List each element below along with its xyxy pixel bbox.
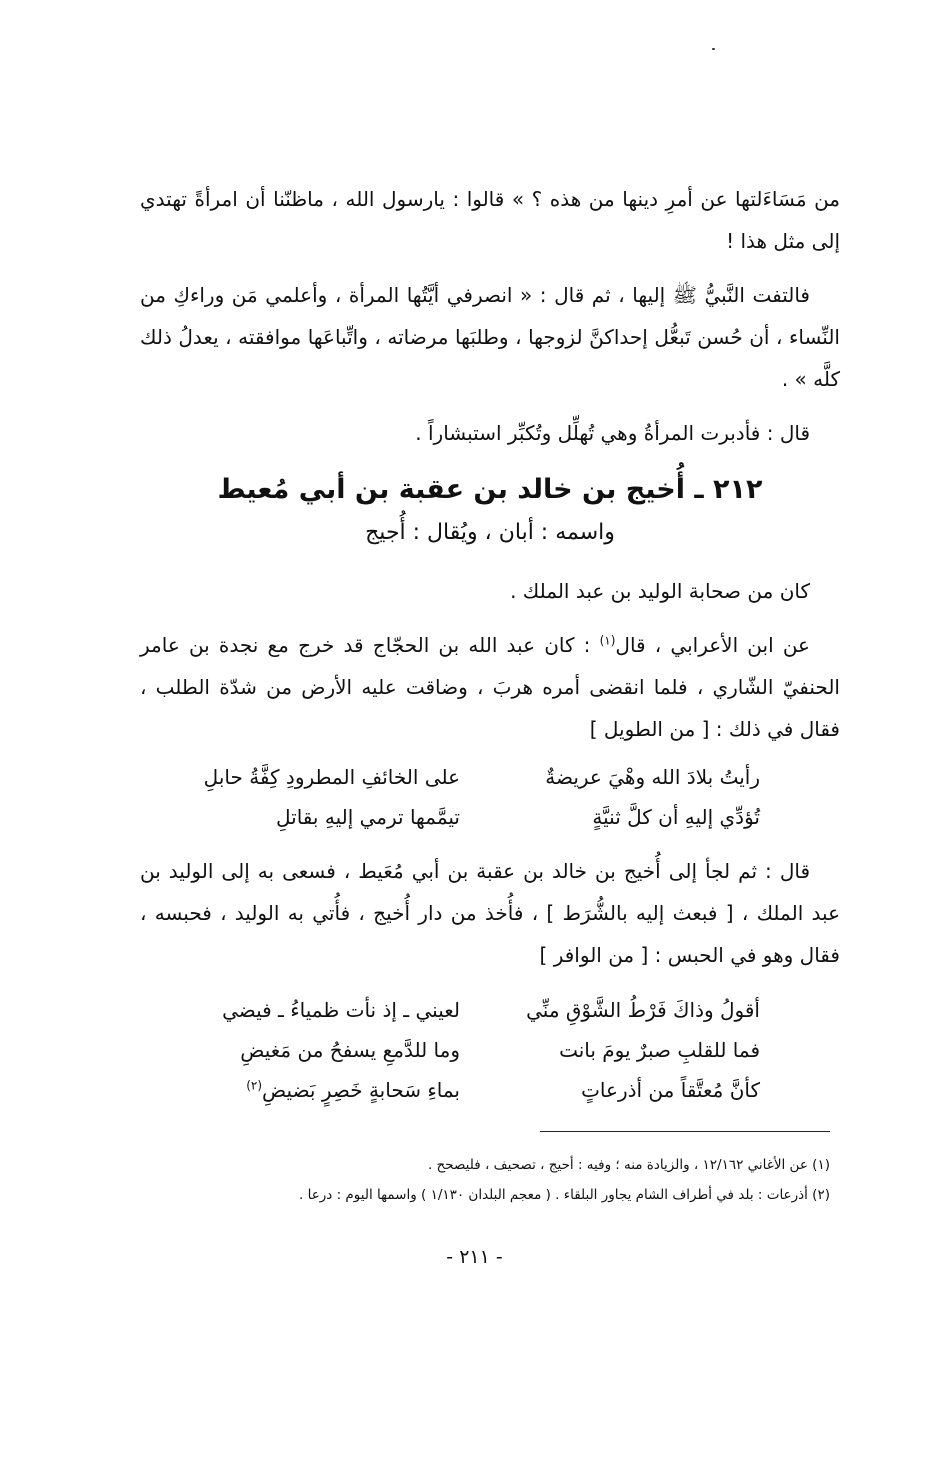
verse-line: [120, 757, 840, 797]
paragraph-5-start: عن ابن الأعرابي ، قال: [615, 633, 810, 657]
footnote-ref-1: (١): [599, 633, 616, 648]
footnote-separator: [540, 1131, 830, 1132]
scan-speck: [712, 48, 715, 50]
verse-first-half: تُؤدِّي إليهِ أن كلَّ ثنيَّةٍ: [592, 805, 760, 829]
verse-line: [120, 1070, 840, 1110]
verse-first-half: كأنَّ مُعتَّقاً من أذرعاتٍ: [581, 1078, 760, 1102]
poem-1: [120, 757, 840, 837]
footnote-1: (١) عن الأغاني ١٢/١٦٢ ، والزيادة منه ؛ وفيه : أحيج ، تصحيف ، فليصحح .: [427, 1157, 830, 1173]
poem-2: [120, 990, 840, 1110]
section-heading: ٢١٢ ـ أُخيج بن خالد بن عقبة بن أبي مُعيط: [217, 474, 763, 505]
verse-second-half: وما للدَّمعِ يسفحُ من مَغيضِ: [240, 1038, 460, 1062]
paragraph-3: قال : فأدبرت المرأةُ وهي تُهلِّل وتُكبِّر استبشاراً .: [415, 421, 810, 445]
verse-second-half: [200, 1070, 460, 1110]
paragraph-5-rest: : كان عبد الله بن الحجّاج قد خرج مع نجدة بن عامر الحنفيّ الشّاري ، فلما انقضى أمره هربَ ، وضاقت عليه الأرض من شدّة الطلب ، فقال في ذلك : [ من الطويل ]: [140, 633, 840, 741]
verse-first-half: فما للقلبِ صبرٌ يومَ بانت: [559, 1038, 760, 1062]
verse-second-half-text: بماءِ سَحابةٍ خَصِرٍ بَضيضِ: [262, 1078, 460, 1102]
verse-line: [120, 1030, 840, 1070]
after-poem-text-block: [140, 850, 840, 988]
verse-second-half: تيمَّمها ترمي إليهِ بقاتلِ: [276, 805, 460, 829]
page-number: - ٢١١ -: [446, 1246, 503, 1268]
paragraph-4: كان من صحابة الوليد بن عبد الملك .: [510, 579, 810, 603]
verse-first-half: أقولُ وذاكَ فَرْطُ الشَّوْقِ منِّي: [526, 998, 760, 1022]
section-subheading: واسمه : أبان ، ويُقال : أُجيج: [365, 520, 615, 545]
top-text-block: [140, 178, 840, 466]
paragraph-6: قال : ثم لجأ إلى أُخيج بن خالد بن عقبة بن أبي مُعَيط ، فسعى به إلى الوليد بن عبد الملك ، [ فبعث إليه بالشُّرَط ] ، فأُخذ من دار أُخيج ، فأُتي به الوليد ، فحبسه ، فقال وهو في الحبس : [ من الوافر ]: [140, 859, 840, 967]
verse-first-half: رأيتُ بلادَ الله وهْيَ عريضةٌ: [545, 765, 760, 789]
paragraph-5: [140, 624, 840, 750]
verse-second-half: على الخائفِ المطرودِ كِفَّةُ حابلِ: [203, 765, 460, 789]
verse-second-half: لعيني ـ إذ نأت ظمياءُ ـ فيضي: [222, 998, 460, 1022]
footnote-2: (٢) أذرعات : بلد في أطراف الشام يجاور البلقاء . ( معجم البلدان ١/١٣٠ ) واسمها اليوم : درعا .: [299, 1187, 830, 1203]
paragraph-2: فالتفت النَّبيُّ ﷺ إليها ، ثم قال : « انصرفي أيَّتُها المرأة ، وأعلمي مَن وراءكِ من النِّساء ، أن حُسن تَبعُّل إحداكنَّ لزوجها ، وطلبَها مرضاته ، واتِّباعَها موافقته ، يعدلُ ذلك كلَّه » .: [140, 283, 840, 391]
paragraph-1: من مَسَاءَلتها عن أمرِ دينها من هذه ؟ » قالوا : يارسول الله ، ماظنّنا أن امرأةً تهتدي إلى مثل هذا !: [140, 187, 840, 253]
verse-line: [120, 797, 840, 837]
footnote-ref-2: (٢): [246, 1078, 263, 1093]
footnotes: [140, 1150, 830, 1210]
mid-text-block: [140, 570, 840, 762]
verse-line: [120, 990, 840, 1030]
